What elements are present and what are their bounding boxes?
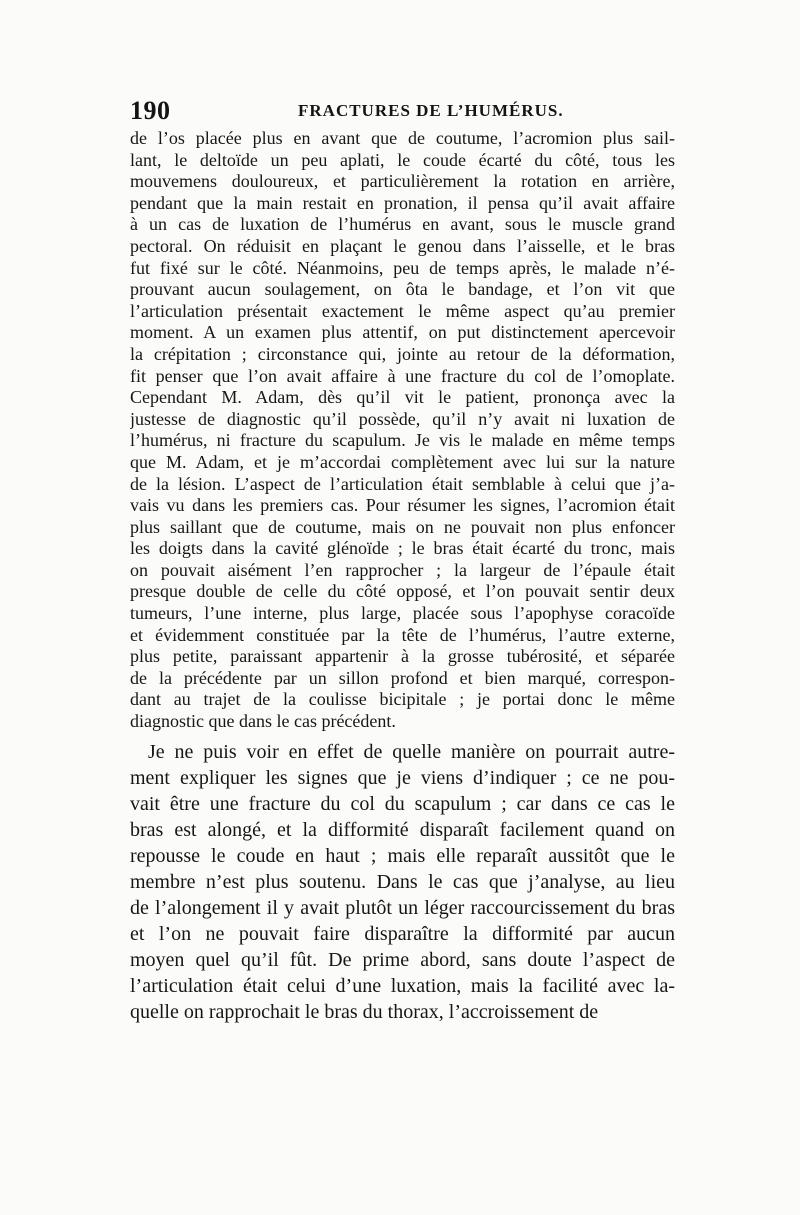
- text-line: mouvemens douloureux, et particulièrement la rotation en arrière,: [130, 171, 675, 192]
- text-line: quelle on rapprochait le bras du thorax, l’accroissement de: [130, 1000, 599, 1023]
- text-line: moyen quel qu’il fût. De prime abord, sans doute l’aspect de: [130, 948, 675, 971]
- text-line: l’humérus, ni fracture du scapulum. Je vis le malade en même temps: [130, 430, 675, 451]
- text-line: tumeurs, l’une interne, plus large, placée sous l’apophyse coracoïde: [130, 603, 675, 624]
- text-line: lant, le deltoïde un peu aplati, le coude écarté du côté, tous les: [130, 149, 675, 170]
- text-line: fut fixé sur le côté. Néanmoins, peu de temps après, le malade n’é-: [130, 257, 675, 278]
- text-line: plus saillant que de coutume, mais on ne pouvait non plus enfoncer: [130, 516, 675, 537]
- text-line: l’articulation présentait exactement le même aspect qu’au premier: [130, 300, 675, 321]
- text-line: prouvant aucun soulagement, on ôta le bandage, et l’on vit que: [130, 279, 675, 300]
- text-line: à un cas de luxation de l’humérus en avant, sous le muscle grand: [130, 214, 675, 235]
- text-line: justesse de diagnostic qu’il possède, qu’il n’y avait ni luxation de: [130, 408, 675, 429]
- text-line: vait être une fracture du col du scapulum ; car dans ce cas le: [130, 792, 675, 815]
- paragraph-2: [130, 739, 675, 1025]
- text-line: de la lésion. L’aspect de l’articulation était semblable à celui que j’a-: [130, 473, 675, 494]
- text-line: de l’alongement il y avait plutôt un léger raccourcissement du bras: [130, 896, 675, 919]
- text-line: la crépitation ; circonstance qui, jointe au retour de la déformation,: [130, 343, 675, 364]
- text-line: ment expliquer les signes que je viens d’indiquer ; ce ne pou-: [130, 766, 675, 789]
- text-line: les doigts dans la cavité glénoïde ; le bras était écarté du tronc, mais: [130, 538, 675, 559]
- text-line: membre n’est plus soutenu. Dans le cas que j’analyse, au lieu: [130, 870, 675, 893]
- text-line: fit penser que l’on avait affaire à une fracture du col de l’omoplate.: [130, 365, 675, 386]
- text-line: pectoral. On réduisit en plaçant le genou dans l’aisselle, et le bras: [130, 235, 675, 256]
- text-line: Je ne puis voir en effet de quelle manière on pourrait autre-: [148, 740, 675, 763]
- text-line: Cependant M. Adam, dès qu’il vit le patient, prononça avec la: [130, 387, 675, 408]
- text-line: presque double de celle du côté opposé, et l’on pouvait sentir deux: [130, 581, 675, 602]
- text-line: moment. A un examen plus attentif, on put distinctement apercevoir: [130, 322, 675, 343]
- page-header: [130, 96, 675, 126]
- paragraph-1: [130, 128, 675, 733]
- text-line: et évidemment constituée par la tête de l’humérus, l’autre externe,: [130, 624, 675, 645]
- text-line: et l’on ne pouvait faire disparaître la difformité par aucun: [130, 922, 675, 945]
- text-line: diagnostic que dans le cas précédent.: [130, 711, 396, 732]
- text-line: dant au trajet de la coulisse bicipitale ; je portai donc le même: [130, 689, 675, 710]
- text-line: bras est alongé, et la difformité disparaît facilement quand on: [130, 818, 675, 841]
- page-number: 190: [130, 96, 171, 125]
- text-line: plus petite, paraissant appartenir à la grosse tubérosité, et séparée: [130, 646, 675, 667]
- text-line: l’articulation était celui d’une luxation, mais la facilité avec la-: [130, 974, 675, 997]
- text-line: on pouvait aisément l’en rapprocher ; la largeur de l’épaule était: [130, 559, 675, 580]
- text-line: repousse le coude en haut ; mais elle reparaît aussitôt que le: [130, 844, 675, 867]
- text-line: que M. Adam, et je m’accordai complètement avec lui sur la nature: [130, 451, 675, 472]
- text-line: pendant que la main restait en pronation, il pensa qu’il avait affaire: [130, 192, 675, 213]
- running-title: FRACTURES DE L’HUMÉRUS.: [298, 101, 564, 120]
- text-line: de la précédente par un sillon profond et bien marqué, correspon-: [130, 667, 675, 688]
- body-text: [130, 128, 675, 1025]
- text-line: de l’os placée plus en avant que de coutume, l’acromion plus sail-: [130, 128, 675, 148]
- text-line: vais vu dans les premiers cas. Pour résumer les signes, l’acromion était: [130, 495, 675, 516]
